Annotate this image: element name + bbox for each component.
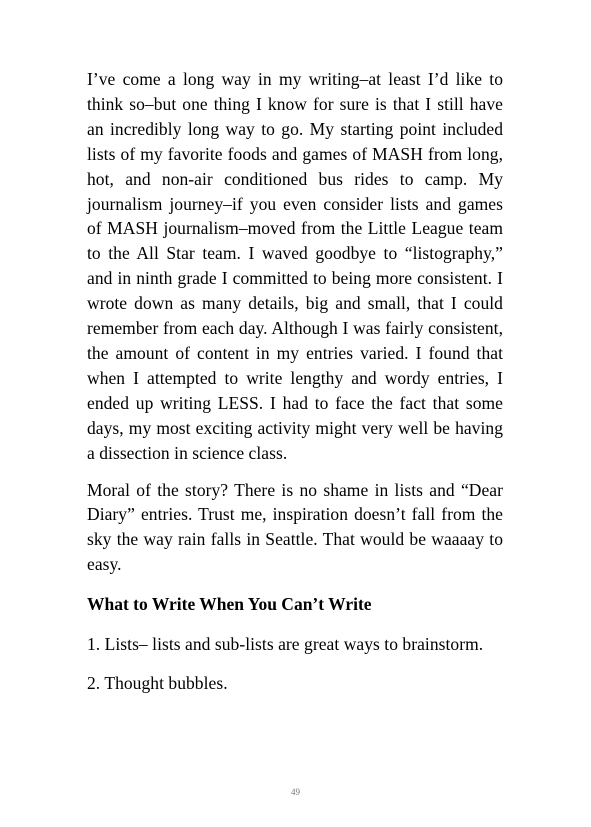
document-page <box>87 67 503 696</box>
body-paragraph: Moral of the story? There is no shame in lists and “Dear Diary” entries. Trust me, inspiration doesn’t fall from the sky the way rain falls in Seattle. That would be waaaay to easy. <box>87 479 503 575</box>
body-paragraph: I’ve come a long way in my writing–at least I’d like to think so–but one thing I know for sure is that I still have an incredibly long way to go. My starting point included lists of my favorite foods and games of MASH from long, hot, and non-air conditioned bus rides to camp. My journalism journey–if you even consider lists and games of MASH journalism–moved from the Little League team to the All Star team. I waved goodbye to “listography,” and in ninth grade I committed to being more consistent. I wrote down as many details, big and small, that I could remember from each day. Although I was fairly consistent, the amount of content in my entries varied. I found that when I attempted to write lengthy and wordy entries, I ended up writing LESS. I had to face the fact that some days, my most exciting activity might very well be having a dissection in science class. <box>87 69 503 463</box>
list-item: 1. Lists– lists and sub-lists are great ways to brainstorm. <box>87 634 484 655</box>
list-item: 2. Thought bubbles. <box>87 672 228 693</box>
section-heading: What to Write When You Can’t Write <box>87 594 372 615</box>
page-number: 49 <box>291 787 300 797</box>
